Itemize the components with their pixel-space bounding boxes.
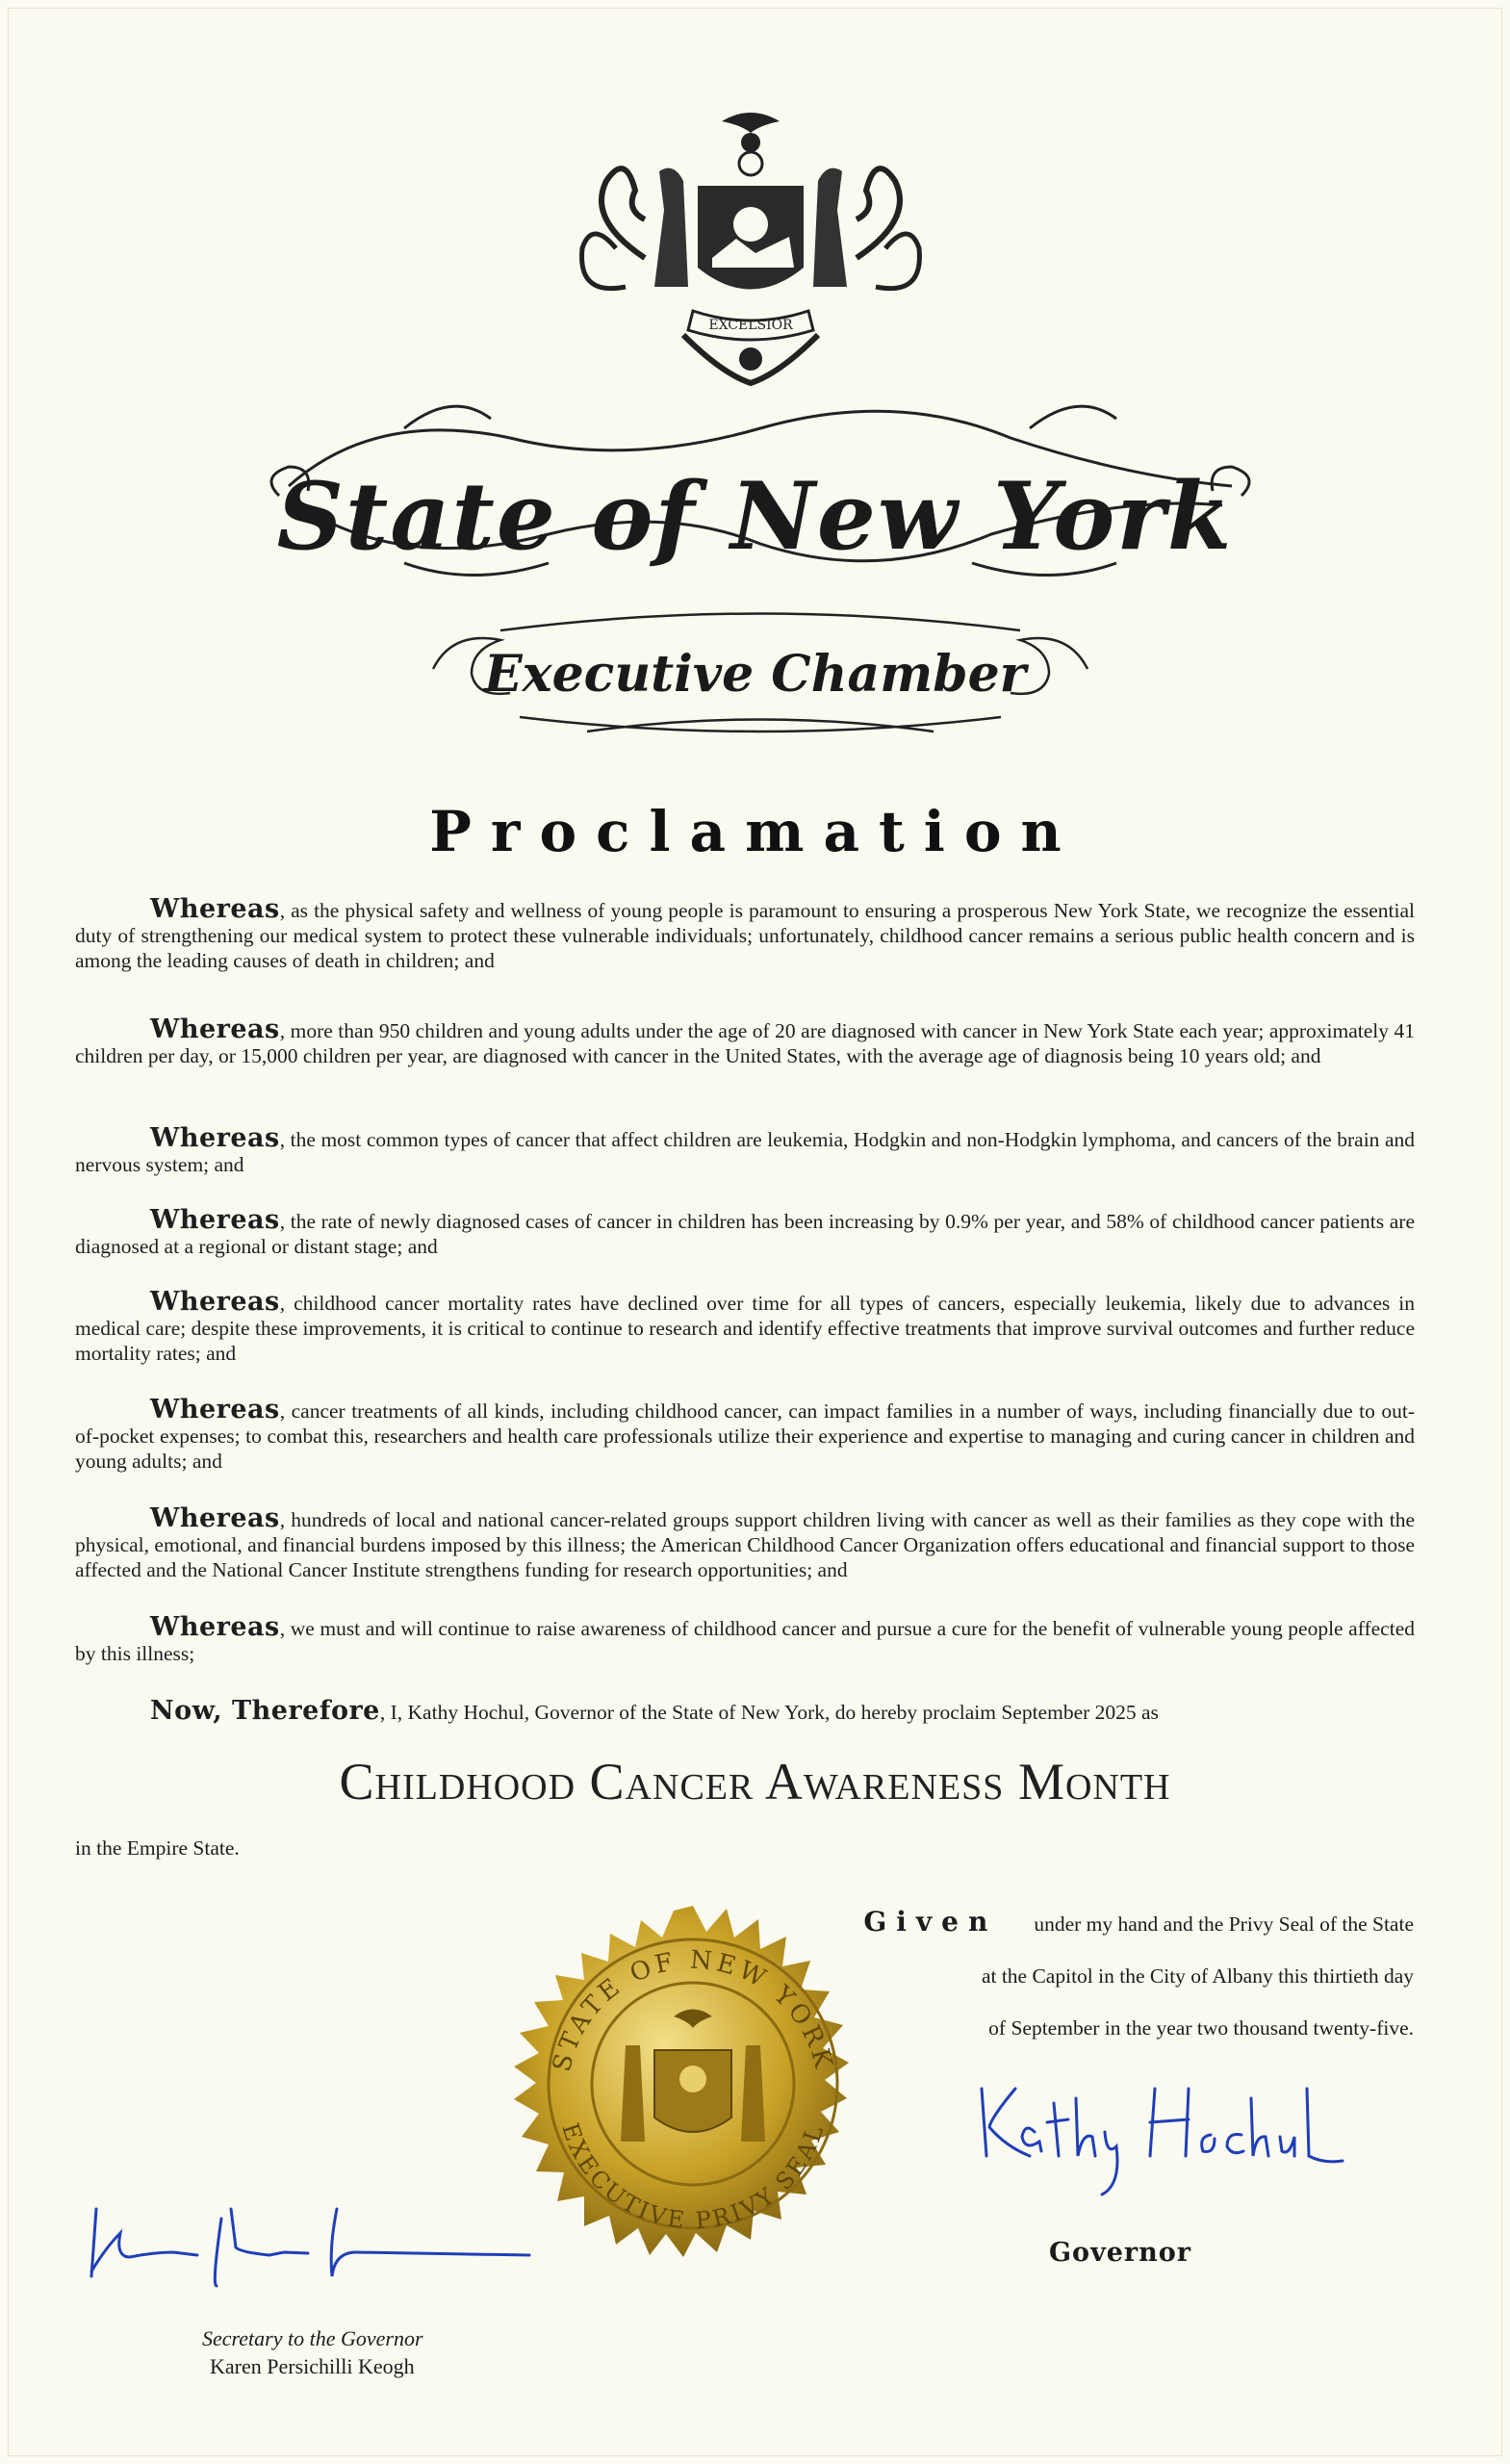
secretary-name: Karen Persichilli Keogh — [210, 2354, 415, 2378]
paragraph-text: , as the physical safety and wellness of young people is paramount to ensuring a prosperous New York State, we recognize the essential duty of strengthening our medical system to protect these vulnerable individuals; unfortunately, childhood cancer remains a serious public health concern and is among the leading causes of death in children; and — [75, 899, 1415, 972]
paragraph-2 — [75, 1014, 1415, 1068]
paragraph-text: , hundreds of local and national cancer-related groups support children living with cancer as well as their families as they cope with the physical, emotional, and financial burdens imposed by this illness; the American Childhood Cancer Organization offers educational and financial support to those affected and the National Cancer Institute strengthens funding for research opportunities; and — [75, 1508, 1415, 1581]
whereas-lead: Whereas — [150, 1503, 280, 1533]
given-line-3: of September in the year two thousand twenty-five. — [988, 2016, 1414, 2040]
paragraph-5 — [75, 1287, 1415, 1366]
paragraph-1 — [75, 894, 1415, 973]
governor-signature — [962, 2060, 1347, 2204]
state-title: State of New York — [276, 462, 1234, 571]
given-line-1: under my hand and the Privy Seal of the State — [1034, 1912, 1414, 1936]
paragraph-8 — [75, 1612, 1415, 1666]
whereas-lead: Whereas — [150, 1395, 280, 1424]
paragraph-text: , the rate of newly diagnosed cases of cancer in children has been increasing by 0.9% per year, and 58% of childhood cancer patients are diagnosed at a regional or distant stage; and — [75, 1210, 1415, 1258]
given-line-2: at the Capitol in the City of Albany this thirtieth day — [981, 1964, 1414, 1988]
motto-text: EXCELSIOR — [708, 318, 793, 333]
secretary-title: Secretary to the Governor — [202, 2326, 423, 2350]
paragraph-text: , cancer treatments of all kinds, including childhood cancer, can impact families in a number of ways, including financially due to out-of-pocket expenses; to combat this, researchers and health care professionals utilize their experience and expertise to managing and curing cancer in children and young adults; and — [75, 1399, 1415, 1473]
paragraph-now-therefore — [75, 1696, 1415, 1726]
paragraph-7 — [75, 1503, 1415, 1582]
paragraph-text: , more than 950 children and young adults under the age of 20 are diagnosed with cancer in New York State each year; approximately 41 children per day, or 15,000 children per year, are diagnosed with cancer in the United States, with the average age of diagnosis being 10 years old; and — [75, 1019, 1415, 1067]
whereas-lead: Whereas — [150, 894, 280, 924]
paragraph-6 — [75, 1395, 1415, 1474]
paragraph-text: , we must and will continue to raise awareness of childhood cancer and pursue a cure for the benefit of vulnerable young people affected by this illness; — [75, 1617, 1415, 1665]
proclaimed-title: Childhood Cancer Awareness Month — [339, 1753, 1171, 1810]
whereas-lead: Whereas — [150, 1123, 280, 1153]
document-title: Proclamation — [429, 799, 1081, 864]
seal-lower-text: EXECUTIVE PRIVY SEAL — [556, 2119, 830, 2235]
seal-outer-text: STATE OF NEW YORK — [547, 1945, 839, 2075]
now-therefore-lead: Now, Therefore — [150, 1696, 380, 1726]
paragraph-text: , I, Kathy Hochul, Governor of the State of New York, do hereby proclaim September 2025 as — [379, 1701, 1159, 1724]
coat-of-arms-crest — [568, 104, 934, 393]
paragraph-4 — [75, 1205, 1415, 1259]
paragraph-text: , the most common types of cancer that affect children are leukemia, Hodgkin and non-Hodgkin lymphoma, and cancers of the brain and nervous system; and — [75, 1128, 1415, 1176]
closing-line: in the Empire State. — [75, 1836, 240, 1860]
governor-title: Governor — [1049, 2238, 1192, 2268]
whereas-lead: Whereas — [150, 1205, 280, 1235]
given-word: Given — [863, 1906, 998, 1938]
executive-privy-seal — [500, 1901, 885, 2286]
given-block — [836, 1896, 1414, 2054]
secretary-signature — [77, 2180, 558, 2296]
paragraph-text: , childhood cancer mortality rates have declined over time for all types of cancers, especially leukemia, likely due to advances in medical care; despite these improvements, it is critical to continue to research and identify effective treatments that improve survival outcomes and further reduce mortality rates; and — [75, 1292, 1415, 1365]
whereas-lead: Whereas — [150, 1014, 280, 1044]
whereas-lead: Whereas — [150, 1612, 280, 1642]
paragraph-3 — [75, 1123, 1415, 1177]
chamber-title: Executive Chamber — [483, 645, 1027, 704]
whereas-lead: Whereas — [150, 1287, 280, 1317]
